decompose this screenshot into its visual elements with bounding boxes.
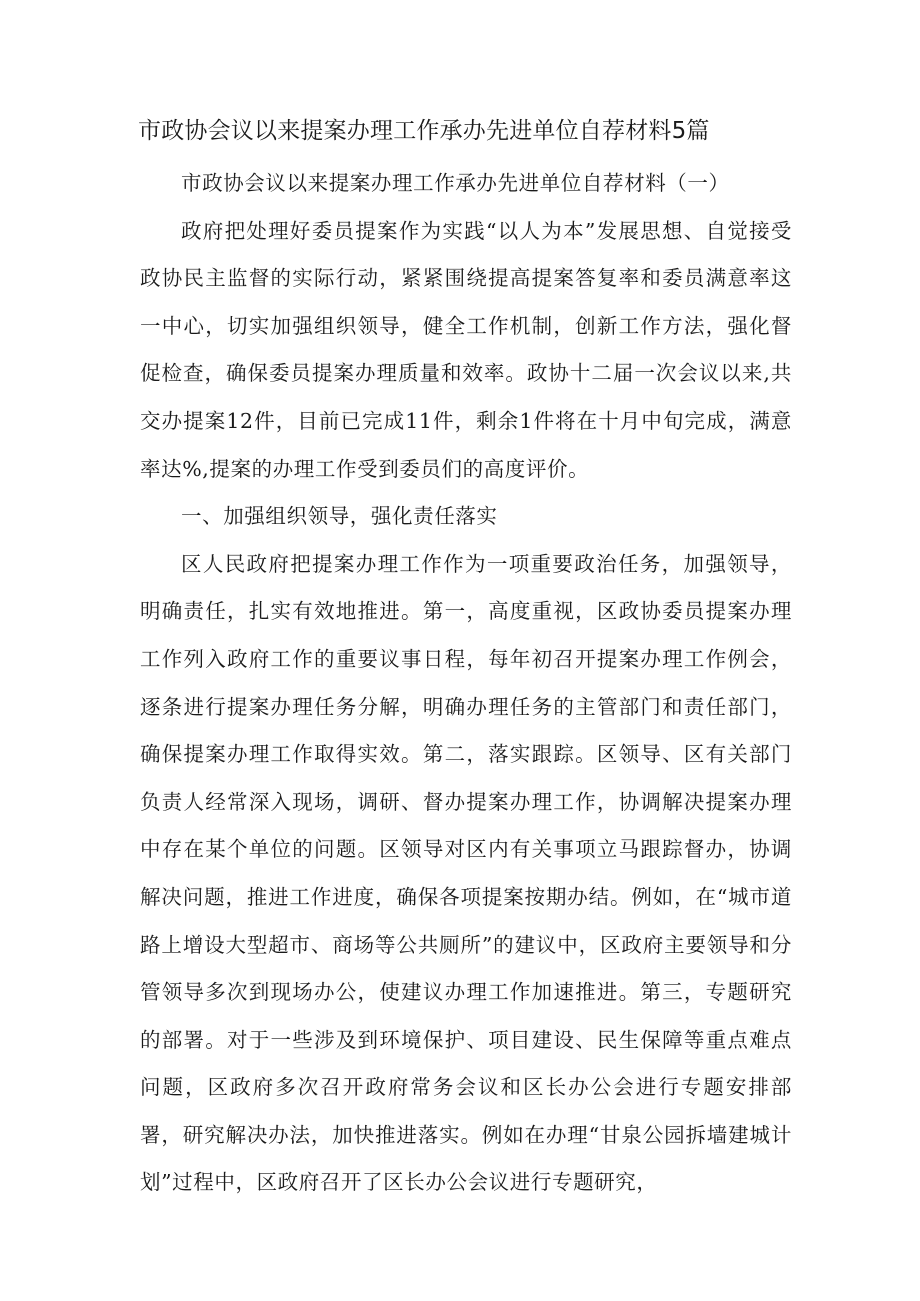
document-body [140,160,792,1207]
document-subtitle: 市政协会议以来提案办理工作承办先进单位自荐材料（一） [181,171,730,195]
document-title: 市政协会议以来提案办理工作承办先进单位自荐材料5篇 [138,118,710,144]
paragraph-intro: 政府把处理好委员提案作为实践“以人为本”发展思想、自觉接受政协民主监督的实际行动，紧紧围绕提高提案答复率和委员满意率这一中心，切实加强组织领导，健全工作机制，创新工作方法，强化督促检查，确保委员提案办理质量和效率。政协十二届一次会议以来,共交办提案12件，目前已完成11件，剩余1件将在十月中旬完成，满意率达%,提案的办理工作受到委员们的高度评价。 [140,218,792,481]
section-heading-1: 一、加强组织领导，强化责任落实 [181,504,498,529]
paragraph-section-1: 区人民政府把提案办理工作作为一项重要政治任务，加强领导，明确责任，扎实有效地推进。第一，高度重视，区政协委员提案办理工作列入政府工作的重要议事日程，每年初召开提案办理工作例会，逐条进行提案办理任务分解，明确办理任务的主管部门和责任部门，确保提案办理工作取得实效。第二，落实跟踪。区领导、区有关部门负责人经常深入现场，调研、督办提案办理工作，协调解决提案办理中存在某个单位的问题。区领导对区内有关事项立马跟踪督办，协调解决问题，推进工作进度，确保各项提案按期办结。例如，在“城市道路上增设大型超市、商场等公共厕所”的建议中，区政府主要领导和分管领导多次到现场办公，使建议办理工作加速推进。第三，专题研究的部署。对于一些涉及到环境保护、项目建设、民生保障等重点难点问题，区政府多次召开政府常务会议和区长办公会进行专题安排部署，研究解决办法，加快推进落实。例如在办理“甘泉公园拆墙建城计划”过程中，区政府召开了区长办公会议进行专题研究， [140,551,792,1195]
